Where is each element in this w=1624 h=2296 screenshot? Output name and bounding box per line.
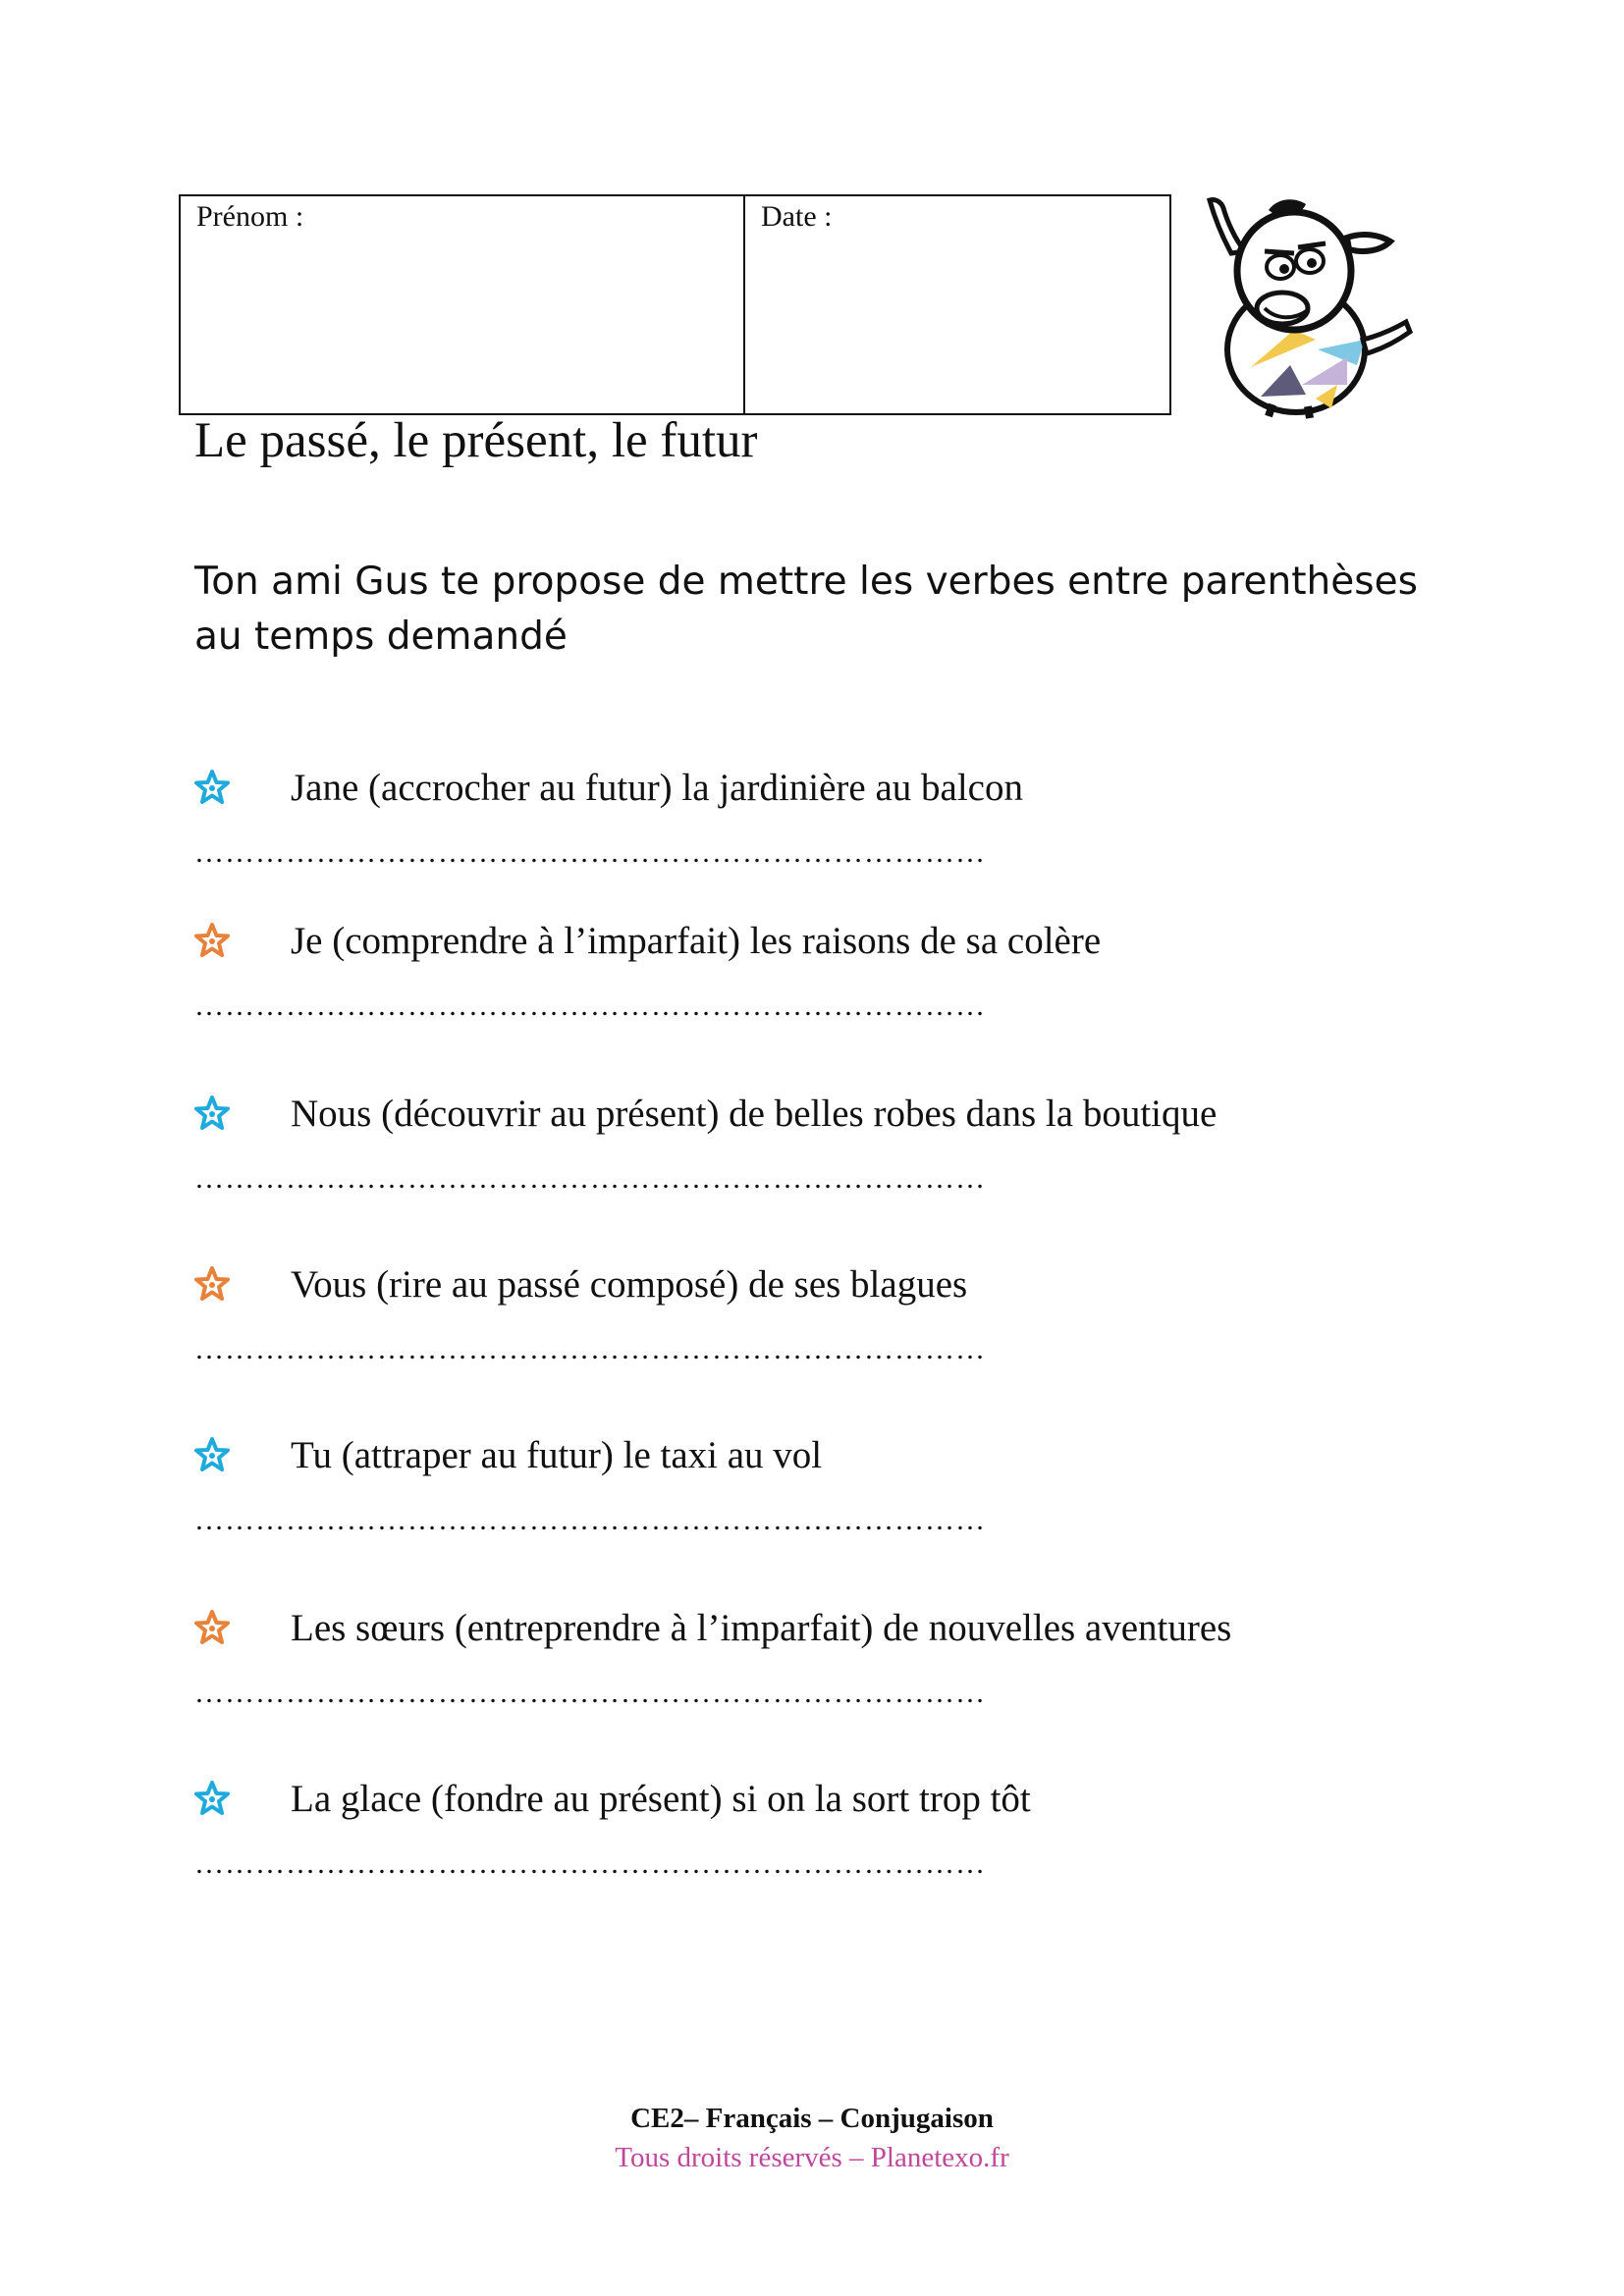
exercise-sentence: Je (comprendre à l’imparfait) les raisons de sa colère: [291, 919, 1102, 962]
instruction-text: Ton ami Gus te propose de mettre les verbes entre parenthèses au temps demandé: [194, 560, 1418, 659]
star-icon: [194, 1781, 230, 1816]
star-icon: [194, 1095, 230, 1131]
exercise-item: [194, 1769, 1471, 1896]
exercise-item: [194, 911, 1471, 1039]
exercise-question: [194, 1255, 1471, 1313]
gus-sheep-mascot-icon: [1200, 192, 1418, 420]
star-icon: [194, 1610, 230, 1645]
answer-line[interactable]: ……………………………………………………………………: [194, 989, 986, 1022]
star-icon: [194, 1437, 230, 1472]
answer-line[interactable]: ……………………………………………………………………: [194, 1677, 986, 1709]
answer-line[interactable]: ……………………………………………………………………: [194, 836, 986, 869]
exercise-sentence: Tu (attraper au futur) le taxi au vol: [291, 1433, 823, 1476]
exercise-item: [194, 1425, 1471, 1553]
exercise-question: [194, 911, 1471, 970]
exercise-item: [194, 1084, 1471, 1211]
date-label: Date :: [761, 200, 833, 233]
star-icon: [194, 1266, 230, 1302]
exercise-item: [194, 1255, 1471, 1382]
footer: [0, 2099, 1624, 2177]
exercise-question: [194, 1084, 1471, 1143]
prenom-label: Prénom :: [196, 200, 304, 233]
answer-line[interactable]: ……………………………………………………………………: [194, 1847, 986, 1880]
exercise-sentence: Vous (rire au passé composé) de ses blagues: [291, 1262, 968, 1306]
star-icon: [194, 770, 230, 805]
footer-copyright: Tous droits réservés – Planetexo.fr: [615, 2142, 1009, 2173]
exercise-question: [194, 758, 1471, 817]
header-box: [179, 194, 1171, 415]
answer-line[interactable]: ……………………………………………………………………: [194, 1504, 986, 1536]
exercise-item: [194, 758, 1471, 885]
answer-line[interactable]: ……………………………………………………………………: [194, 1333, 986, 1365]
footer-subject: CE2– Français – Conjugaison: [630, 2103, 994, 2134]
exercise-question: [194, 1598, 1471, 1657]
page-title: Le passé, le présent, le futur: [194, 413, 758, 468]
exercise-sentence: Jane (accrocher au futur) la jardinière au balcon: [291, 766, 1023, 809]
exercise-question: [194, 1769, 1471, 1828]
exercise-sentence: Nous (découvrir au présent) de belles robes dans la boutique: [291, 1092, 1218, 1135]
date-field[interactable]: [745, 196, 1169, 413]
answer-line[interactable]: ……………………………………………………………………: [194, 1162, 986, 1195]
exercise-sentence: Les sœurs (entreprendre à l’imparfait) de nouvelles aventures: [291, 1606, 1232, 1649]
exercise-sentence: La glace (fondre au présent) si on la sort trop tôt: [291, 1777, 1031, 1820]
prenom-field[interactable]: [181, 196, 745, 413]
exercise-item: [194, 1598, 1471, 1726]
exercise-question: [194, 1425, 1471, 1484]
star-icon: [194, 923, 230, 958]
